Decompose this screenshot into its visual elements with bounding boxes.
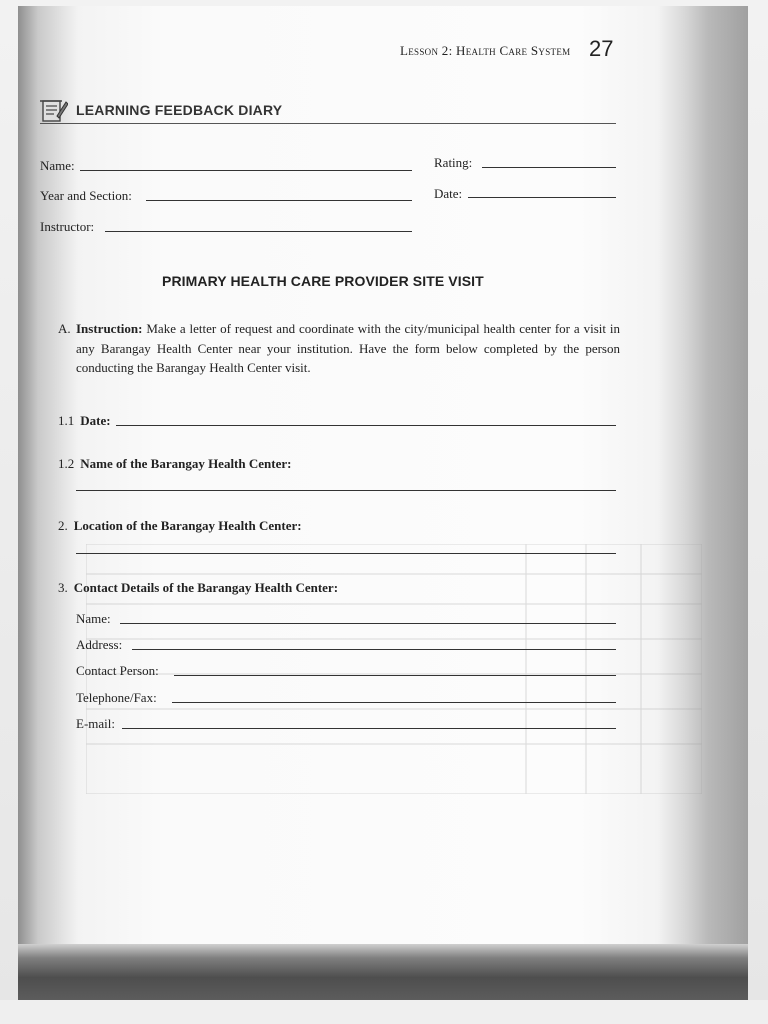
question-label: Date: <box>80 413 111 428</box>
contact-email-field-line[interactable] <box>122 728 616 729</box>
diary-title: LEARNING FEEDBACK DIARY <box>76 102 283 118</box>
visit-date-field-line[interactable] <box>116 425 616 426</box>
section-title: PRIMARY HEALTH CARE PROVIDER SITE VISIT <box>162 273 484 289</box>
name-field-line[interactable] <box>80 170 412 171</box>
question-health-center-name <box>58 456 291 472</box>
year-section-field-line[interactable] <box>146 200 412 201</box>
question-number: 3. <box>58 580 68 595</box>
rating-label: Rating: <box>434 155 473 170</box>
instructor-label: Instructor: <box>40 219 95 234</box>
health-center-name-field-line[interactable] <box>76 490 616 491</box>
question-date <box>58 413 111 429</box>
instruction-marker: A. <box>58 321 71 336</box>
contact-name-field-line[interactable] <box>120 623 616 624</box>
name-label: Name: <box>40 158 75 173</box>
instruction-lead: Instruction: <box>76 321 143 336</box>
contact-person-label: Contact Person: <box>76 663 159 678</box>
question-location <box>58 518 302 534</box>
location-field-line[interactable] <box>76 553 616 554</box>
contact-address-label: Address: <box>76 637 123 652</box>
contact-name-label: Name: <box>76 611 111 626</box>
contact-address-field-line[interactable] <box>132 649 616 650</box>
title-divider <box>40 123 616 124</box>
question-number: 1.2 <box>58 456 75 471</box>
instructor-field-line[interactable] <box>105 231 412 232</box>
question-label: Name of the Barangay Health Center: <box>80 456 292 471</box>
instruction-paragraph <box>58 319 620 378</box>
page-number: 27 <box>589 36 614 61</box>
date-field-line[interactable] <box>468 197 616 198</box>
contact-email-label: E-mail: <box>76 716 115 731</box>
rating-field-line[interactable] <box>482 167 616 168</box>
question-contact-details <box>58 580 338 596</box>
question-number: 2. <box>58 518 68 533</box>
contact-person-field-line[interactable] <box>174 675 616 676</box>
book-page <box>18 6 748 996</box>
question-label: Location of the Barangay Health Center: <box>73 518 302 533</box>
contact-telephone-field-line[interactable] <box>172 702 616 703</box>
lesson-header: Lesson 2: Health Care System <box>400 43 571 58</box>
instruction-text: Make a letter of request and coordinate with the city/municipal health center for a visit in any Barangay Health Center near your institution. Have the form below completed by the person conducting the Barangay Health Center visit. <box>76 321 620 375</box>
book-bottom-edge <box>18 944 748 1000</box>
question-label: Contact Details of the Barangay Health Center: <box>73 580 339 595</box>
notebook-pencil-icon <box>40 97 68 123</box>
year-section-label: Year and Section: <box>40 188 132 203</box>
date-label: Date: <box>434 186 463 201</box>
question-number: 1.1 <box>58 413 75 428</box>
scanner-margin <box>0 1000 768 1024</box>
contact-telephone-label: Telephone/Fax: <box>76 690 157 705</box>
